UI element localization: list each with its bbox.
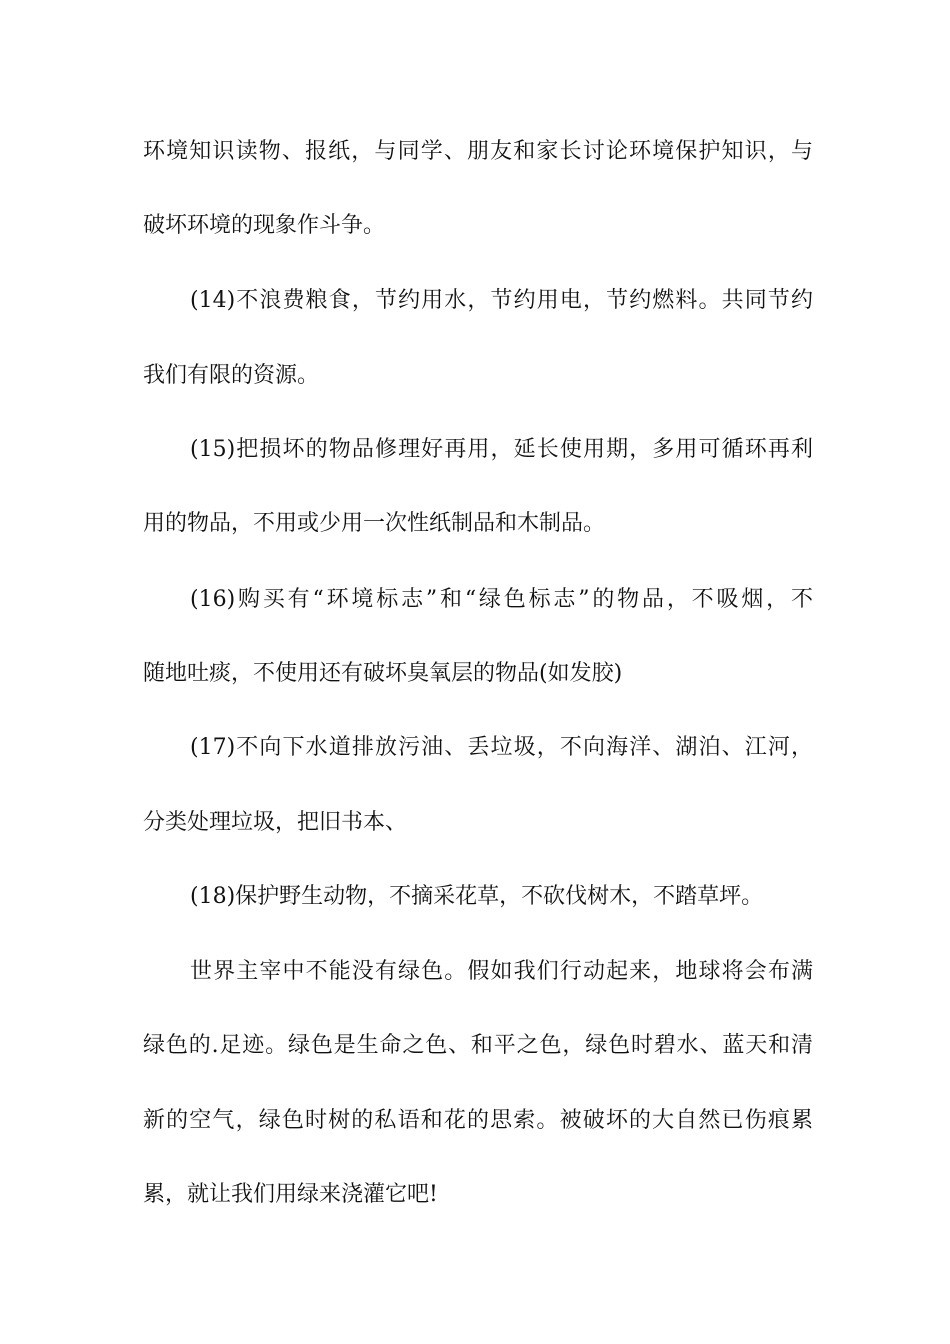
text-line: (18)保护野生动物，不摘采花草，不砍伐树木，不踏草坪。 bbox=[190, 884, 764, 909]
text-line: 世界主宰中不能没有绿色。假如我们行动起来，地球将会布满 bbox=[190, 959, 813, 984]
text-line: 用的物品，不用或少用一次性纸制品和木制品。 bbox=[143, 511, 606, 536]
text-line: 绿色的.足迹。绿色是生命之色、和平之色，绿色时碧水、蓝天和清 bbox=[143, 1033, 813, 1058]
text-line: 我们有限的资源。 bbox=[143, 363, 320, 388]
text-line: 环境知识读物、报纸，与同学、朋友和家长讨论环境保护知识，与 bbox=[143, 139, 813, 164]
text-line: (17)不向下水道排放污油、丢垃圾，不向海洋、湖泊、江河， bbox=[190, 735, 813, 760]
text-line: (16)购买有“环境标志”和“绿色标志”的物品，不吸烟，不 bbox=[190, 587, 813, 612]
text-line: (14)不浪费粮食，节约用水，节约用电，节约燃料。共同节约 bbox=[190, 288, 813, 313]
text-line: 破坏环境的现象作斗争。 bbox=[143, 213, 386, 238]
text-line: 分类处理垃圾，把旧书本、 bbox=[143, 810, 408, 835]
text-line: 随地吐痰，不使用还有破坏臭氧层的物品(如发胶) bbox=[143, 661, 623, 686]
text-line: 累，就让我们用绿来浇灌它吧! bbox=[143, 1182, 438, 1207]
text-line: 新的空气，绿色时树的私语和花的思索。被破坏的大自然已伤痕累 bbox=[143, 1108, 813, 1133]
text-line: (15)把损坏的物品修理好再用，延长使用期，多用可循环再利 bbox=[190, 437, 813, 462]
